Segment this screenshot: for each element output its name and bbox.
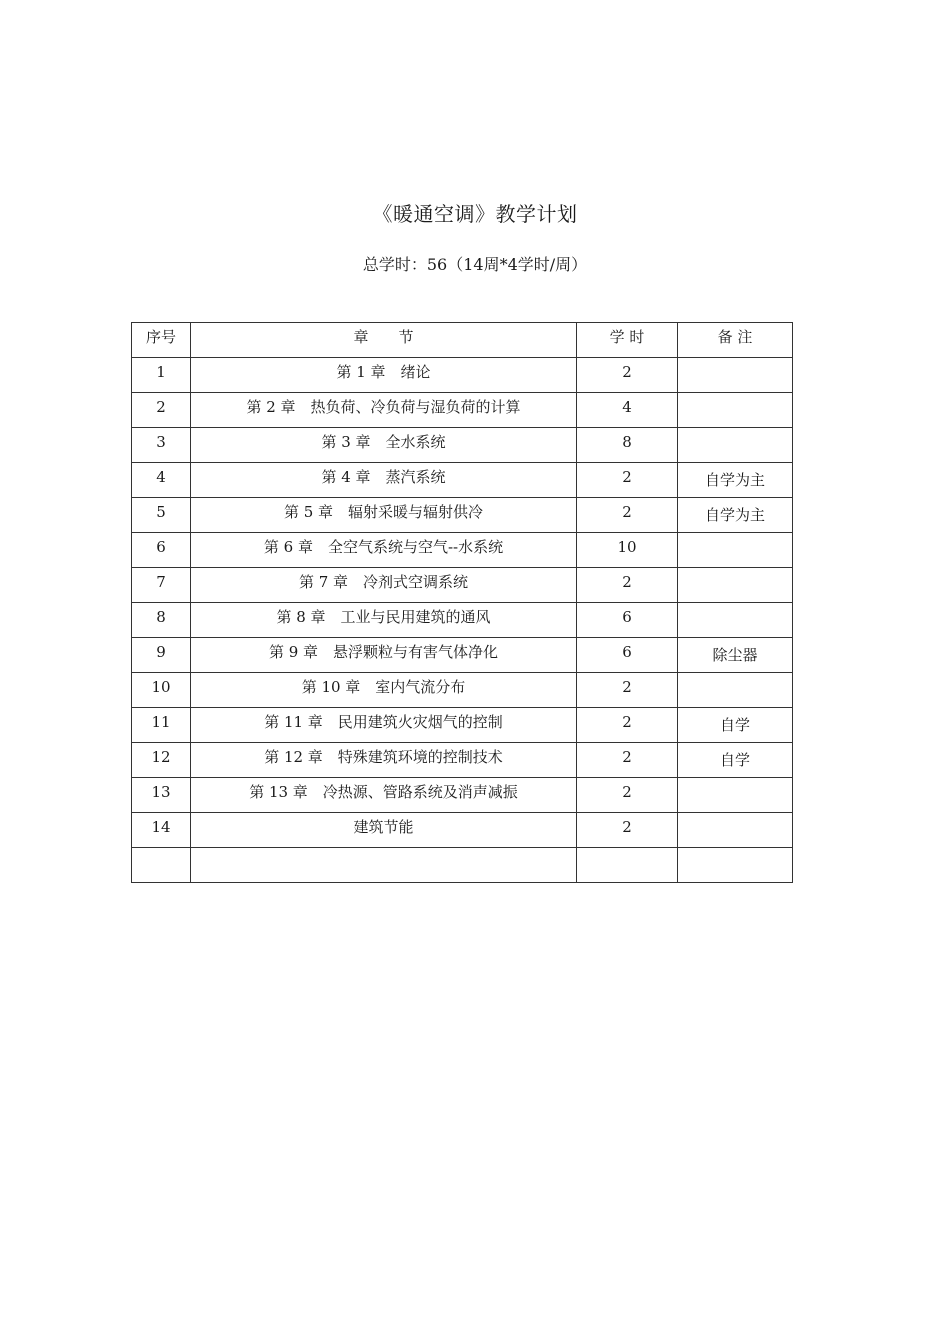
row-chapter-cell: 第 9 章 悬浮颗粒与有害气体净化 bbox=[191, 638, 577, 673]
row-hours-cell: 2 bbox=[577, 708, 678, 743]
row-remark-cell bbox=[678, 358, 793, 393]
teaching-plan-table bbox=[131, 322, 793, 883]
table-row bbox=[132, 638, 793, 673]
row-hours-cell: 10 bbox=[577, 533, 678, 568]
row-hours-cell: 2 bbox=[577, 358, 678, 393]
row-hours-cell bbox=[577, 848, 678, 883]
table-row bbox=[132, 533, 793, 568]
row-hours-cell: 6 bbox=[577, 603, 678, 638]
row-no-cell: 8 bbox=[132, 603, 191, 638]
table-row bbox=[132, 778, 793, 813]
row-remark-cell bbox=[678, 428, 793, 463]
row-remark-cell bbox=[678, 778, 793, 813]
row-remark-cell: 自学为主 bbox=[678, 463, 793, 498]
table-row bbox=[132, 358, 793, 393]
row-hours-cell: 6 bbox=[577, 638, 678, 673]
row-no-cell: 5 bbox=[132, 498, 191, 533]
row-chapter-cell: 第 8 章 工业与民用建筑的通风 bbox=[191, 603, 577, 638]
row-no-cell: 6 bbox=[132, 533, 191, 568]
table-row bbox=[132, 568, 793, 603]
table-row bbox=[132, 743, 793, 778]
row-remark-cell bbox=[678, 673, 793, 708]
table-row bbox=[132, 463, 793, 498]
row-chapter-cell: 第 10 章 室内气流分布 bbox=[191, 673, 577, 708]
row-chapter-cell: 第 6 章 全空气系统与空气--水系统 bbox=[191, 533, 577, 568]
page-subtitle: 总学时：56（14周*4学时/周） bbox=[362, 255, 588, 274]
table-row bbox=[132, 708, 793, 743]
row-remark-cell: 自学 bbox=[678, 708, 793, 743]
table-header-row bbox=[132, 323, 793, 358]
row-no-cell: 7 bbox=[132, 568, 191, 603]
table-row bbox=[132, 428, 793, 463]
row-remark-cell bbox=[678, 533, 793, 568]
table-row bbox=[132, 813, 793, 848]
row-remark-cell bbox=[678, 568, 793, 603]
row-hours-cell: 2 bbox=[577, 498, 678, 533]
table-row bbox=[132, 498, 793, 533]
table-body bbox=[132, 358, 793, 883]
row-remark-cell bbox=[678, 813, 793, 848]
row-chapter-cell: 第 1 章 绪论 bbox=[191, 358, 577, 393]
row-hours-cell: 2 bbox=[577, 463, 678, 498]
row-no-cell: 10 bbox=[132, 673, 191, 708]
row-chapter-cell: 建筑节能 bbox=[191, 813, 577, 848]
row-chapter-cell: 第 3 章 全水系统 bbox=[191, 428, 577, 463]
row-remark-cell bbox=[678, 603, 793, 638]
header-chapter: 章 节 bbox=[191, 323, 577, 358]
row-hours-cell: 2 bbox=[577, 743, 678, 778]
header-no: 序号 bbox=[132, 323, 191, 358]
row-chapter-cell: 第 12 章 特殊建筑环境的控制技术 bbox=[191, 743, 577, 778]
row-remark-cell bbox=[678, 393, 793, 428]
row-remark-cell: 自学为主 bbox=[678, 498, 793, 533]
row-hours-cell: 4 bbox=[577, 393, 678, 428]
header-hours: 学 时 bbox=[577, 323, 678, 358]
row-hours-cell: 2 bbox=[577, 673, 678, 708]
row-no-cell: 12 bbox=[132, 743, 191, 778]
row-chapter-cell: 第 13 章 冷热源、管路系统及消声减振 bbox=[191, 778, 577, 813]
row-hours-cell: 2 bbox=[577, 778, 678, 813]
row-no-cell: 9 bbox=[132, 638, 191, 673]
row-chapter-cell: 第 4 章 蒸汽系统 bbox=[191, 463, 577, 498]
row-hours-cell: 2 bbox=[577, 813, 678, 848]
table-row bbox=[132, 393, 793, 428]
row-no-cell: 4 bbox=[132, 463, 191, 498]
row-no-cell: 11 bbox=[132, 708, 191, 743]
row-remark-cell: 自学 bbox=[678, 743, 793, 778]
row-no-cell: 3 bbox=[132, 428, 191, 463]
row-no-cell bbox=[132, 848, 191, 883]
row-no-cell: 2 bbox=[132, 393, 191, 428]
row-hours-cell: 2 bbox=[577, 568, 678, 603]
table-row bbox=[132, 848, 793, 883]
row-chapter-cell: 第 11 章 民用建筑火灾烟气的控制 bbox=[191, 708, 577, 743]
table-row bbox=[132, 603, 793, 638]
row-hours-cell: 8 bbox=[577, 428, 678, 463]
row-no-cell: 14 bbox=[132, 813, 191, 848]
row-no-cell: 1 bbox=[132, 358, 191, 393]
row-remark-cell bbox=[678, 848, 793, 883]
row-chapter-cell: 第 5 章 辐射采暖与辐射供冷 bbox=[191, 498, 577, 533]
row-remark-cell: 除尘器 bbox=[678, 638, 793, 673]
page-title: 《暖通空调》教学计划 bbox=[372, 202, 578, 226]
table-row bbox=[132, 673, 793, 708]
header-remark: 备 注 bbox=[678, 323, 793, 358]
row-chapter-cell: 第 2 章 热负荷、冷负荷与湿负荷的计算 bbox=[191, 393, 577, 428]
row-no-cell: 13 bbox=[132, 778, 191, 813]
row-chapter-cell: 第 7 章 冷剂式空调系统 bbox=[191, 568, 577, 603]
row-chapter-cell bbox=[191, 848, 577, 883]
